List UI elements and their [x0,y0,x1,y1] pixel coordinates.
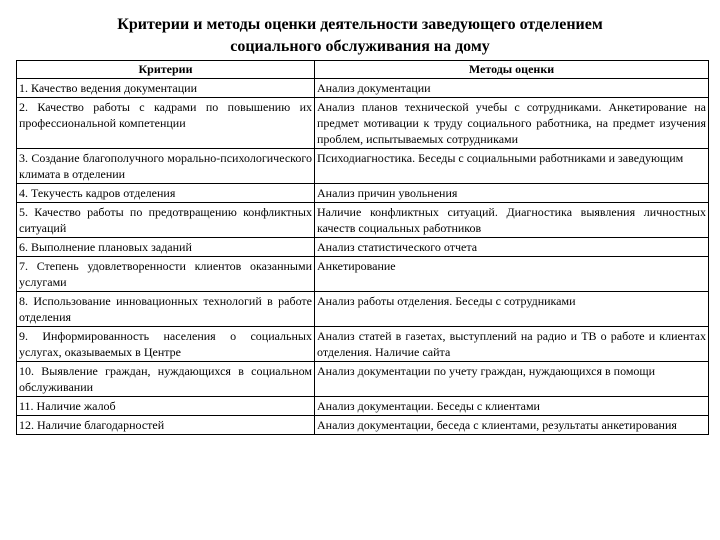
table-row [17,362,709,397]
title-line-1: Критерии и методы оценки деятельности заведующего отделением [117,16,603,33]
table-row [17,184,709,203]
criterion-cell: 1. Качество ведения документации [17,79,315,98]
table-row [17,203,709,238]
method-cell: Наличие конфликтных ситуаций. Диагностика выявления личностных качеств социальных работников [315,203,709,238]
table-row [17,327,709,362]
criterion-cell: 3. Создание благополучного морально-психологического климата в отделении [17,149,315,184]
criterion-cell: 6. Выполнение плановых заданий [17,238,315,257]
method-cell: Анализ документации [315,79,709,98]
method-cell: Анализ статей в газетах, выступлений на радио и ТВ о работе и клиентах отделения. Наличие сайта [315,327,709,362]
table-header-row [17,61,709,79]
criterion-cell: 2. Качество работы с кадрами по повышению их профессиональной компетенции [17,98,315,149]
table-row [17,416,709,435]
document-title [0,14,720,58]
title-line-2: социального обслуживания на дому [230,38,490,55]
column-header-criteria: Критерии [17,61,315,79]
table-row [17,397,709,416]
method-cell: Анализ статистического отчета [315,238,709,257]
criterion-cell: 8. Использование инновационных технологий в работе отделения [17,292,315,327]
criterion-cell: 5. Качество работы по предотвращению конфликтных ситуаций [17,203,315,238]
criterion-cell: 11. Наличие жалоб [17,397,315,416]
table-row [17,149,709,184]
criterion-cell: 12. Наличие благодарностей [17,416,315,435]
method-cell: Психодиагностика. Беседы с социальными работниками и заведующим [315,149,709,184]
criterion-cell: 4. Текучесть кадров отделения [17,184,315,203]
method-cell: Анализ планов технической учебы с сотрудниками. Анкетирование на предмет мотивации к труду социального работника, на предмет изучения проблем, испытываемых сотрудниками [315,98,709,149]
method-cell: Анализ документации. Беседы с клиентами [315,397,709,416]
method-cell: Анализ документации по учету граждан, нуждающихся в помощи [315,362,709,397]
method-cell: Анализ документации, беседа с клиентами, результаты анкетирования [315,416,709,435]
criterion-cell: 9. Информированность населения о социальных услугах, оказываемых в Центре [17,327,315,362]
table-row [17,292,709,327]
criterion-cell: 10. Выявление граждан, нуждающихся в социальном обслуживании [17,362,315,397]
criterion-cell: 7. Степень удовлетворенности клиентов оказанными услугами [17,257,315,292]
method-cell: Анкетирование [315,257,709,292]
method-cell: Анализ причин увольнения [315,184,709,203]
table-row [17,98,709,149]
table-row [17,238,709,257]
table-row [17,79,709,98]
table-row [17,257,709,292]
column-header-methods: Методы оценки [315,61,709,79]
criteria-table [16,60,709,435]
method-cell: Анализ работы отделения. Беседы с сотрудниками [315,292,709,327]
